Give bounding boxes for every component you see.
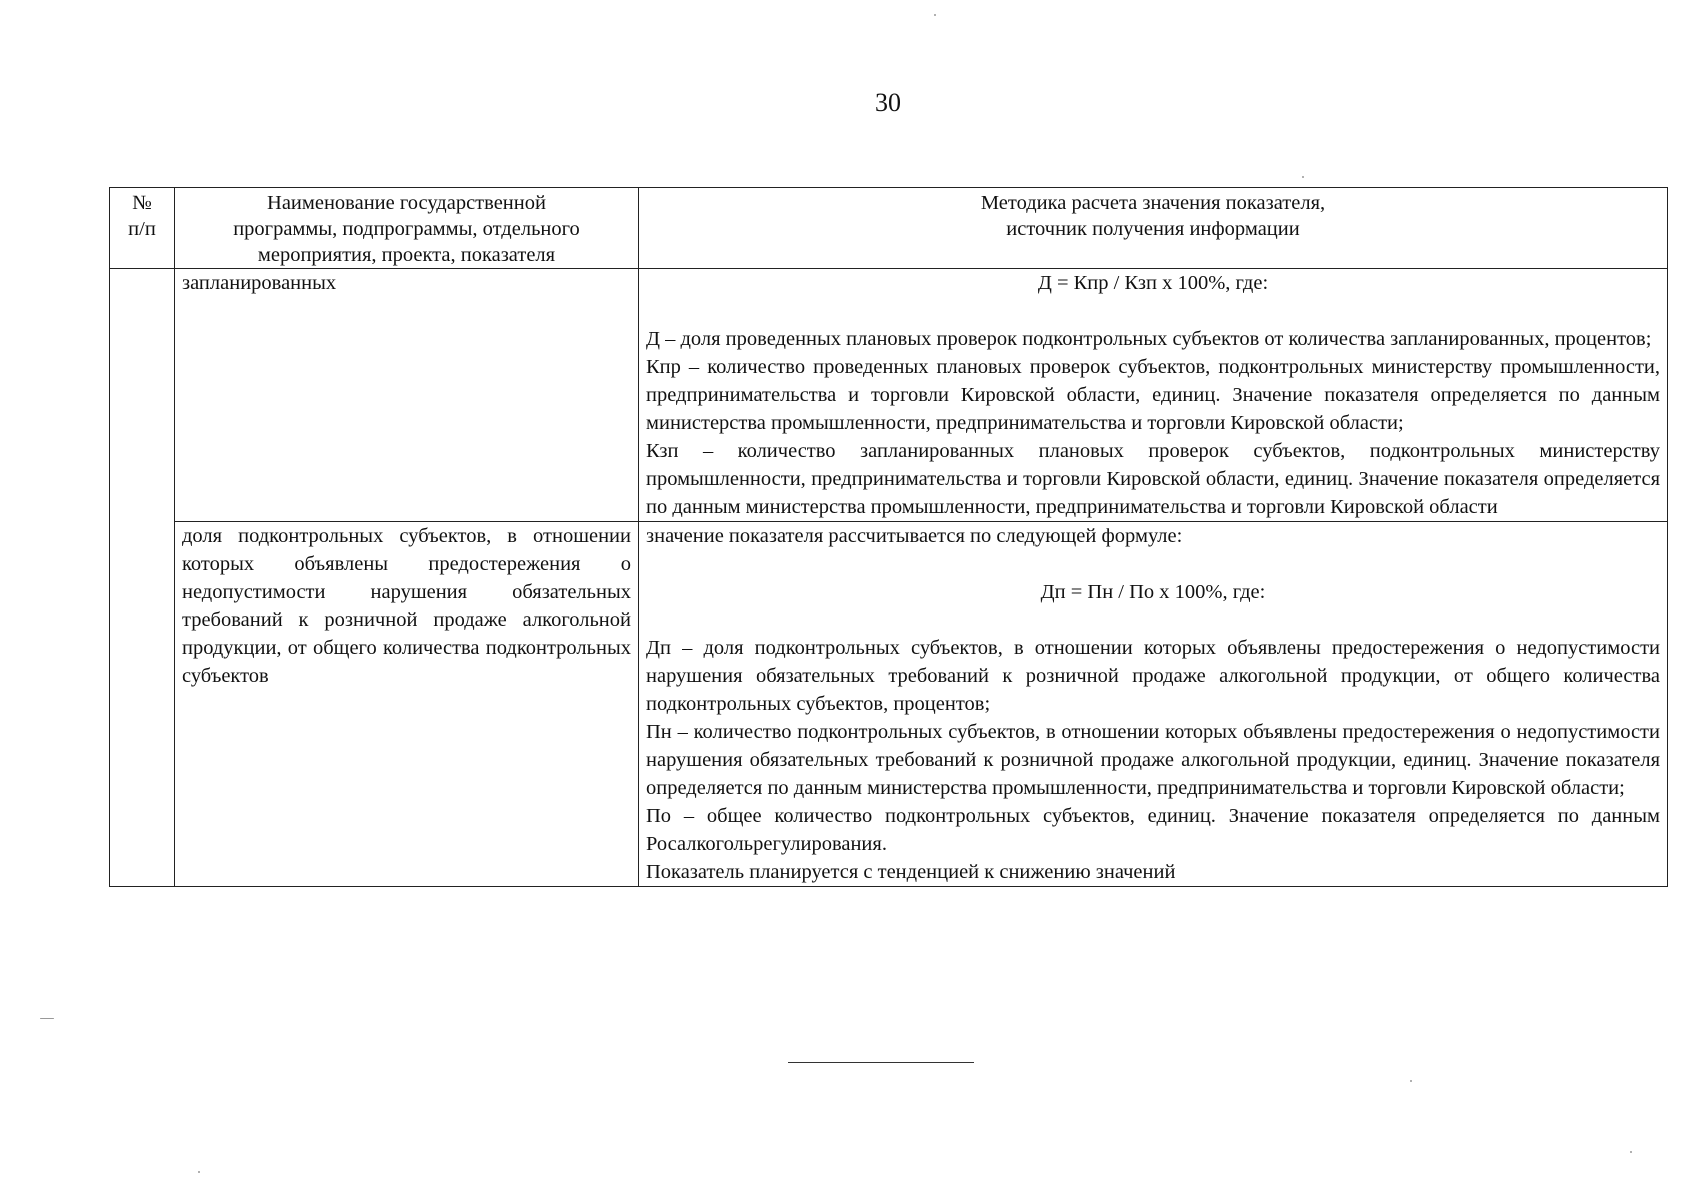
table-row [110,522,1668,887]
header-name-line: Наименование государственной [267,192,546,214]
formula: Дп = Пн / По х 100%, где: [1040,581,1266,603]
definition: По – общее количество подконтрольных субъектов, единиц. Значение показателя определяется по данным Росалкогольрегулирования. [646,805,1660,855]
indicator-name-cell: доля подконтрольных субъектов, в отношении которых объявлены предостережения о недопустимости нарушения обязательных требований к розничной продаже алкогольной продукции, от общего количества подконтрольных субъектов [175,522,639,887]
definition: Д – доля проведенных плановых проверок подконтрольных субъектов от количества запланированных, процентов; [646,328,1652,350]
indicator-methodology-table [109,187,1668,887]
header-method-line: Методика расчета значения показателя, [980,192,1326,214]
header-method [639,188,1668,269]
indicator-name-cell: запланированных [175,269,639,522]
method-intro: значение показателя рассчитывается по следующей формуле: [646,525,1183,547]
header-name-line: мероприятия, проекта, показателя [257,244,556,266]
formula: Д = Кпр / Кзп х 100%, где: [1037,272,1269,294]
header-name-line: программы, подпрограммы, отдельного [233,218,580,240]
header-number-line: п/п [128,218,156,240]
header-number [110,188,175,269]
definition: Дп – доля подконтрольных субъектов, в отношении которых объявлены предостережения о недопустимости нарушения обязательных требований к розничной продаже алкогольной продукции, от общего количества подконтрольных субъектов, процентов; [646,637,1660,715]
table-header-row [110,188,1668,269]
definition: Кзп – количество запланированных плановых проверок субъектов, подконтрольных министерству промышленности, предпринимательства и торговли Кировской области, единиц. Значение показателя определяется по данным министерства промышленности, предпринимательства и торговли Кировской области [646,440,1660,518]
definition: Пн – количество подконтрольных субъектов, в отношении которых объявлены предостережения о недопустимости нарушения обязательных требований к розничной продаже алкогольной продукции, единиц. Значение показателя определяется по данным министерства промышленности, предпринимательства и торговли Кировской области; [646,721,1660,799]
row-number-cell [110,269,175,887]
header-method-line: источник получения информации [1006,218,1300,240]
definition: Показатель планируется с тенденцией к снижению значений [646,861,1176,883]
method-cell [639,522,1668,887]
table-row [110,269,1668,522]
header-number-line: № [132,192,152,214]
definition: Кпр – количество проведенных плановых проверок субъектов, подконтрольных министерству промышленности, предпринимательства и торговли Кировской области, единиц. Значение показателя определяется по данным министерства промышленности, предпринимательства и торговли Кировской области; [646,356,1660,434]
page-number: 30 [875,88,901,117]
method-cell [639,269,1668,522]
header-name [175,188,639,269]
end-separator-line [788,1062,974,1063]
